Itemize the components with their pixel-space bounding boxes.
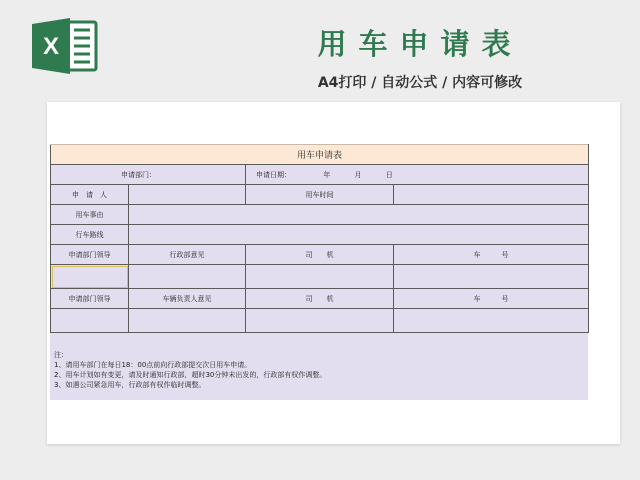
- leader-value-1[interactable]: [51, 265, 129, 289]
- form-title: 用车申请表: [51, 145, 589, 165]
- route-label: 行车路线: [51, 225, 129, 245]
- route-value[interactable]: [129, 225, 589, 245]
- date-year: 年: [323, 170, 331, 179]
- reason-label: 用车事由: [51, 205, 129, 225]
- date-month: 月: [354, 170, 362, 179]
- leader-label-2: 申请部门领导: [51, 289, 129, 309]
- page-title: 用车申请表: [317, 27, 523, 61]
- application-form: [50, 144, 588, 400]
- applicant-label: 申 请 人: [51, 185, 129, 205]
- form-table: [50, 144, 589, 333]
- opinion-label-1: 行政部意见: [129, 245, 246, 265]
- use-time-value[interactable]: [394, 185, 589, 205]
- car-value-2[interactable]: [394, 309, 589, 333]
- opinion-label-2: 车辆负责人意见: [129, 289, 246, 309]
- notes-section: [54, 350, 326, 390]
- leader-label-1: 申请部门领导: [51, 245, 129, 265]
- note-item: 2、用车计划如有变更，请及时通知行政部，超时30分钟未出发的，行政部有权作调整。: [54, 371, 327, 379]
- driver-value-2[interactable]: [246, 309, 394, 333]
- car-label-1: 车 号: [394, 245, 589, 265]
- use-time-label: 用车时间: [246, 185, 394, 205]
- date-day: 日: [385, 170, 393, 179]
- applicant-value[interactable]: [129, 185, 246, 205]
- driver-label-1: 司 机: [246, 245, 394, 265]
- note-item: 1、请用车部门在每日18：00点前向行政部提交次日用车申请。: [54, 361, 252, 369]
- spreadsheet-page: [47, 102, 620, 444]
- car-label-2: 车 号: [394, 289, 589, 309]
- reason-value[interactable]: [129, 205, 589, 225]
- date-cell[interactable]: [246, 165, 589, 185]
- logo-letter: X: [42, 33, 60, 60]
- page-subtitle: A4打印 / 自动公式 / 内容可修改: [317, 75, 523, 91]
- opinion-value-1[interactable]: [129, 265, 246, 289]
- notes-heading: 注：: [54, 351, 68, 359]
- dept-label-text: 申请部门：: [121, 170, 156, 179]
- driver-value-1[interactable]: [246, 265, 394, 289]
- car-value-1[interactable]: [394, 265, 589, 289]
- date-label: 申请日期：: [256, 170, 291, 179]
- opinion-value-2[interactable]: [129, 309, 246, 333]
- leader-value-2[interactable]: [51, 309, 129, 333]
- driver-label-2: 司 机: [246, 289, 394, 309]
- dept-label[interactable]: [51, 165, 246, 185]
- note-item: 3、如遇公司紧急用车，行政部有权作临时调整。: [54, 381, 206, 389]
